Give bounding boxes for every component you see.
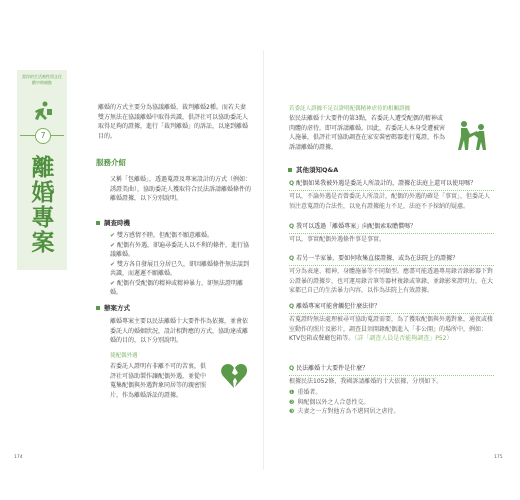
square-bullet-icon (288, 168, 292, 172)
qa-answer: 若蒐證時無法處理被尋可協助蒐證需要，為了獲取配偶與外遇對象，通夜或棲室動作的照片及影片，調查員須開錄配偶進入「非公開」的場所中，例如：KTV包箱或餐廳包箱等。（詳「調查人員是否能夠調查」P52） (289, 316, 494, 342)
qa-heading: 其他須知Q&A (288, 165, 338, 174)
abuse-paragraph: 依民法離婚十大要件的第3點，若委託人遭受配偶的精神或肉體的虐待，即可訴請離婚。因此，若委託人本身受遭被害人施暴，俱評社可協助調查在家安裝密碼器進行蒐證，作為訴請離婚的證據。 (289, 115, 446, 151)
chapter-title-char: 專 (31, 204, 55, 231)
qa-question: Q 若另一半家暴，要如何收集直接證據，或為在法院上的證據？ (289, 255, 459, 262)
qa-answer: 根據民法1052條，我國訴請離婚的十大依據，分別如下。 (289, 378, 443, 385)
dotted-divider (289, 313, 494, 314)
qa-question: Q 配偶如果我被外遇是委託人所設計的，證據在法庭上還可以使用嗎？ (289, 180, 477, 187)
square-bullet-icon (96, 306, 100, 310)
service-heading: 服務介紹 (96, 158, 126, 167)
service-paragraph: 又稱「包離婚」，透過蒐證及專案設計的方式（例如：誘證美曲），協助委託人獲取符合民法訴請離婚條件的離婚證據，以下分別說明。 (110, 176, 252, 202)
square-bullet-icon (96, 221, 100, 225)
broken-heart-icon (220, 363, 248, 389)
divorce-grounds-list (289, 388, 494, 417)
qa-question: Q 離婚專案可能會觸犯什麼法律？ (289, 303, 381, 310)
survey-list (110, 231, 252, 298)
check-icon: ✔ (110, 241, 116, 249)
chapter-title-char: 案 (31, 229, 55, 256)
page-number-left: 174 (14, 455, 23, 460)
qa-question: Q 民法離婚十大要件是什麼？ (289, 365, 369, 372)
method-heading: 辦案方式 (96, 303, 130, 312)
dotted-divider (289, 375, 494, 376)
qa-question: Q 我可以透過「離婚專案」向配偶索取贍償嗎？ (289, 223, 417, 230)
check-icon: ✔ (110, 232, 116, 239)
method-paragraph: 離婚專案主要以民法離婚十大要件作為依據，並會依委託人的婚姻狀況，設計相對應的方式，協助達成離婚的目的，以下分別說明。 (110, 318, 249, 344)
affair-subheading: 使配偶外遇 (110, 353, 138, 359)
reference-hint: （詳「調查人員是否能夠調查」P52） (354, 335, 453, 342)
chapter-rule-right (50, 135, 64, 136)
side-header: 當你的生活被性別文化 戳中時痛點 (22, 74, 62, 85)
list-item: ✔ 雙方各自發展且分居已久，卻因離婚條件無法談到共識，而遲遲不願離婚。 (110, 260, 250, 277)
chapter-title (30, 155, 56, 255)
affair-paragraph: 若委託人證明有非離不可的苦衷，俱評社可協助製作讓配偶外遇，並從中蒐集配偶與外遇對象同居等的親密照片，作為離婚訴訟的證據。 (110, 363, 207, 399)
list-item: ✔ 配偶有外遇，卻遍尋委託人以不利的條件，進行協議離婚。 (110, 241, 250, 258)
list-item: ❷ 與配偶以外之人合意性交。 (289, 398, 370, 406)
chapter-number: 7 (35, 128, 51, 144)
page-number-right: 175 (494, 455, 503, 460)
list-item: ❸ 夫妻之一方對他方為不堪同居之虐待。 (289, 408, 400, 415)
check-icon: ✔ (110, 279, 116, 287)
list-item: ✔ 雙方感情不睦，但配偶不願意離婚。 (110, 232, 214, 239)
qa-answer: 可以，事實配偶外遇條件事是事實。 (289, 236, 386, 243)
running-person-icon (30, 100, 54, 124)
abuse-subheading: 若委託人證據不足以證明配偶精神虐待的相關證據 (289, 106, 411, 112)
dotted-divider (289, 233, 494, 234)
violence-icon (455, 118, 489, 152)
survey-heading: 調查時機 (96, 218, 130, 227)
chapter-rule-left (20, 135, 35, 136)
list-item: ✔ 配偶有受配偶的精神或精神暴力，卻無法證明離婚。 (110, 279, 244, 296)
gutter (263, 50, 264, 470)
check-icon: ✔ (110, 260, 116, 268)
dotted-divider (289, 265, 494, 266)
qa-answer: 可以，不論外遇是否曾委託人所設計，配偶的外遇的確是「事實」，但委託人須注意蒐證的合法性，以免有證據能力不足，法庭不予採納的疑慮。 (289, 193, 491, 210)
chapter-title-char: 離 (31, 154, 55, 181)
list-item: ❶ 重婚者。 (289, 389, 322, 396)
chapter-title-char: 婚 (31, 179, 55, 206)
intro-paragraph: 離婚的方式主要分為協議離婚、裁判離婚2種。而若夫妻雙方無法在協議離婚中取得共識，俱評社可以協助委託人取得足夠的證據，進行「裁判離婚」的訴訟，以達到離婚目的。 (98, 104, 249, 140)
dotted-divider (289, 190, 494, 191)
qa-answer: 可分為表達、精神、身體施暴等不同類型。應盡可能透過專用錄音錄影器下對公證暴的證據步，也可運用錄音筆等器材複錄或筆錄，並錄影來證明力，在大家都已自己的生活暴力內容，以作為法院上有效證據。 (289, 268, 494, 294)
